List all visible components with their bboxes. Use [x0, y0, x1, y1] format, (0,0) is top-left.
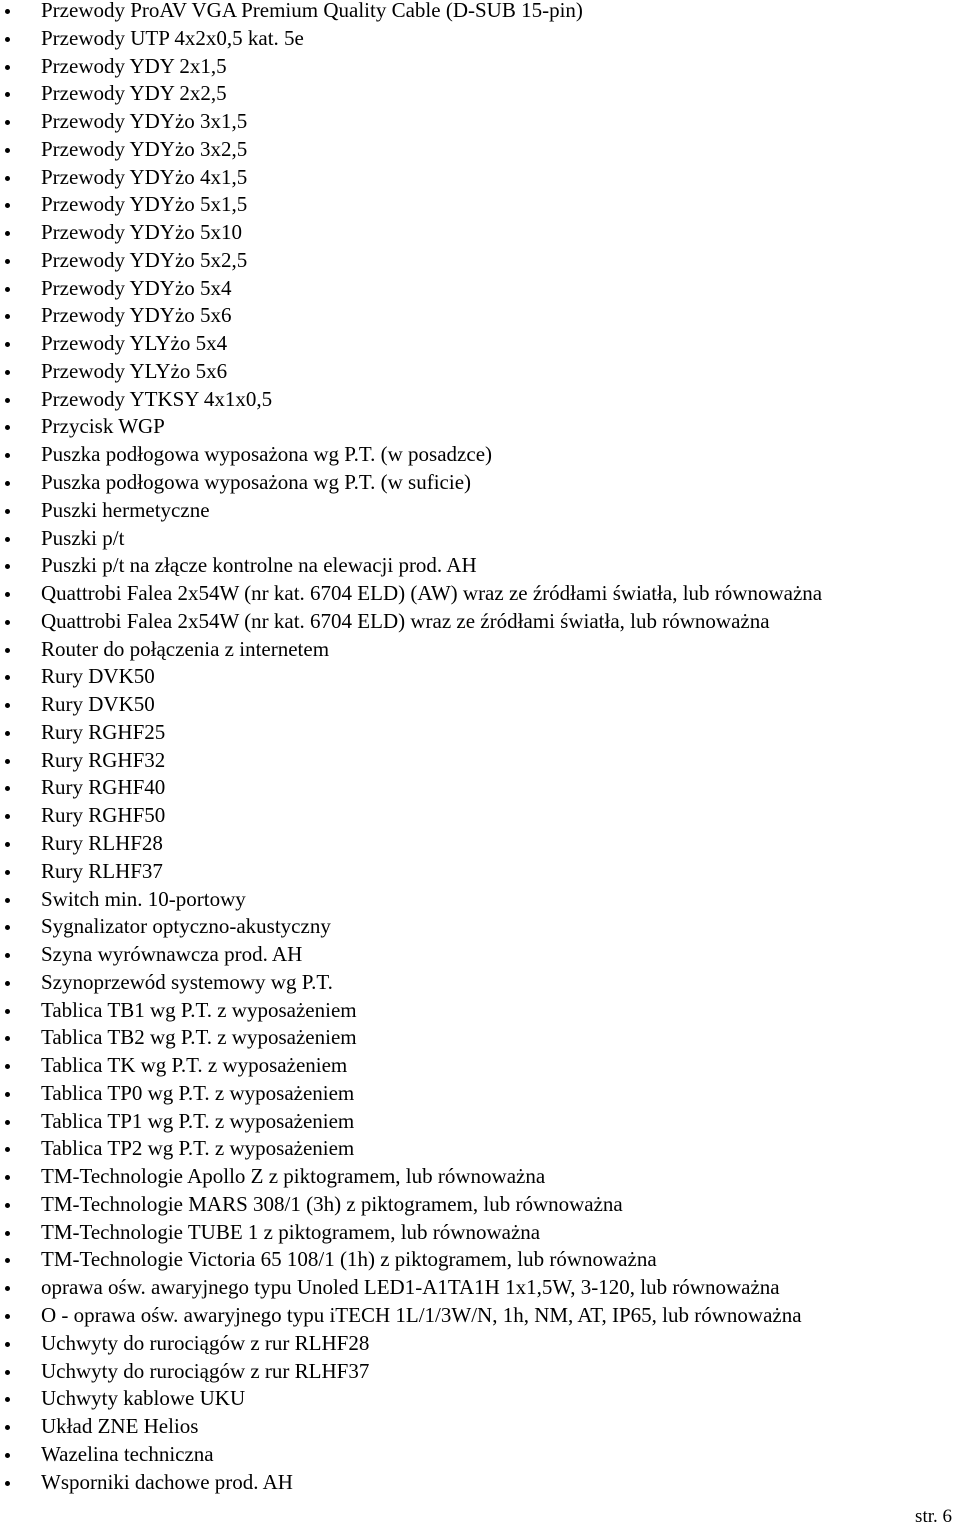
list-item: Puszki hermetyczne [0, 497, 960, 525]
list-item: Quattrobi Falea 2x54W (nr kat. 6704 ELD) (AW) wraz ze źródłami światła, lub równoważna [0, 580, 960, 608]
list-item: TM-Technologie TUBE 1 z piktogramem, lub równoważna [0, 1219, 960, 1247]
list-item: Uchwyty do rurociągów z rur RLHF37 [0, 1358, 960, 1386]
list-item: Uchwyty kablowe UKU [0, 1385, 960, 1413]
list-item: Tablica TP0 wg P.T. z wyposażeniem [0, 1080, 960, 1108]
list-item: Sygnalizator optyczno-akustyczny [0, 913, 960, 941]
list-item: Przewody YDYżo 5x6 [0, 302, 960, 330]
list-item: O - oprawa ośw. awaryjnego typu iTECH 1L/1/3W/N, 1h, NM, AT, IP65, lub równoważna [0, 1302, 960, 1330]
list-item: Wazelina techniczna [0, 1441, 960, 1469]
list-item: Tablica TB1 wg P.T. z wyposażeniem [0, 997, 960, 1025]
list-item: Układ ZNE Helios [0, 1413, 960, 1441]
list-item: Router do połączenia z internetem [0, 636, 960, 664]
list-item: Przewody YDYżo 5x4 [0, 275, 960, 303]
list-item: Szyna wyrównawcza prod. AH [0, 941, 960, 969]
list-item: Przewody ProAV VGA Premium Quality Cable (D-SUB 15-pin) [0, 0, 960, 25]
list-item: Puszki p/t [0, 525, 960, 553]
list-item: TM-Technologie MARS 308/1 (3h) z piktogramem, lub równoważna [0, 1191, 960, 1219]
list-item: TM-Technologie Victoria 65 108/1 (1h) z piktogramem, lub równoważna [0, 1246, 960, 1274]
list-item: Rury RLHF28 [0, 830, 960, 858]
list-item: Przewody YDYżo 5x2,5 [0, 247, 960, 275]
list-item: Przewody YDYżo 5x10 [0, 219, 960, 247]
list-item: Wsporniki dachowe prod. AH [0, 1469, 960, 1497]
list-item: Szynoprzewód systemowy wg P.T. [0, 969, 960, 997]
list-item: Przewody YDY 2x2,5 [0, 80, 960, 108]
list-item: Przewody YDYżo 5x1,5 [0, 191, 960, 219]
list-item: Przewody YDYżo 3x1,5 [0, 108, 960, 136]
list-item: Rury RGHF32 [0, 747, 960, 775]
list-item: Rury RLHF37 [0, 858, 960, 886]
list-item: Switch min. 10-portowy [0, 886, 960, 914]
list-item: Rury RGHF25 [0, 719, 960, 747]
list-item: TM-Technologie Apollo Z z piktogramem, lub równoważna [0, 1163, 960, 1191]
list-item: Quattrobi Falea 2x54W (nr kat. 6704 ELD) wraz ze źródłami światła, lub równoważna [0, 608, 960, 636]
list-item: Rury RGHF40 [0, 774, 960, 802]
list-item: Przewody YDY 2x1,5 [0, 53, 960, 81]
list-item: Rury DVK50 [0, 663, 960, 691]
list-item: Tablica TP2 wg P.T. z wyposażeniem [0, 1135, 960, 1163]
list-item: Przewody YDYżo 3x2,5 [0, 136, 960, 164]
list-item: Rury RGHF50 [0, 802, 960, 830]
list-item: Przycisk WGP [0, 413, 960, 441]
page-number: str. 6 [915, 1506, 952, 1527]
list-item: Puszka podłogowa wyposażona wg P.T. (w suficie) [0, 469, 960, 497]
list-item: Puszki p/t na złącze kontrolne na elewacji prod. AH [0, 552, 960, 580]
list-item: Rury DVK50 [0, 691, 960, 719]
list-item: Przewody UTP 4x2x0,5 kat. 5e [0, 25, 960, 53]
list-item: Przewody YLYżo 5x4 [0, 330, 960, 358]
list-item: Uchwyty do rurociągów z rur RLHF28 [0, 1330, 960, 1358]
list-item: Tablica TP1 wg P.T. z wyposażeniem [0, 1108, 960, 1136]
list-item: Puszka podłogowa wyposażona wg P.T. (w posadzce) [0, 441, 960, 469]
list-item: Przewody YDYżo 4x1,5 [0, 164, 960, 192]
list-item: oprawa ośw. awaryjnego typu Unoled LED1-A1TA1H 1x1,5W, 3-120, lub równoważna [0, 1274, 960, 1302]
list-item: Tablica TB2 wg P.T. z wyposażeniem [0, 1024, 960, 1052]
list-item: Tablica TK wg P.T. z wyposażeniem [0, 1052, 960, 1080]
list-item: Przewody YTKSY 4x1x0,5 [0, 386, 960, 414]
list-item: Przewody YLYżo 5x6 [0, 358, 960, 386]
